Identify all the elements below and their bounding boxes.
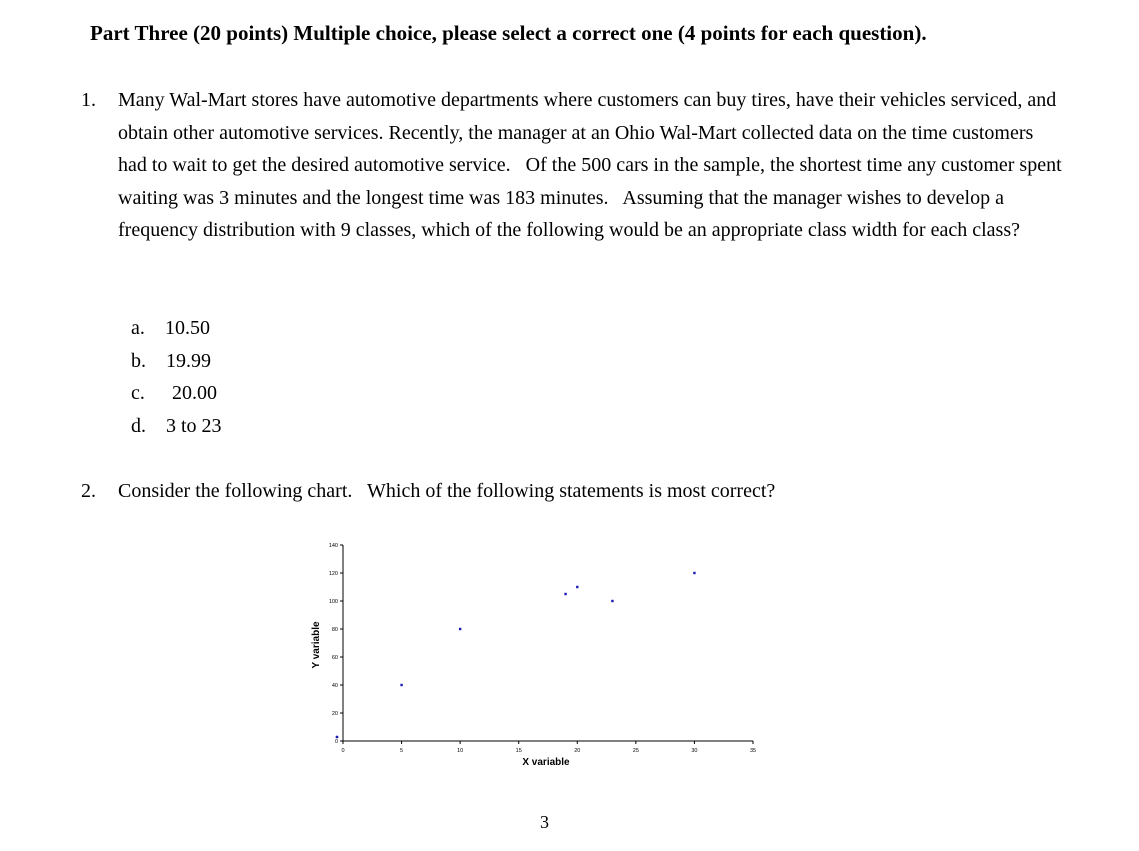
option-text: 10.50 (165, 317, 210, 339)
option-text: 20.00 (172, 382, 217, 404)
plot-area (343, 545, 753, 741)
axis-ticks (329, 543, 756, 754)
data-point (611, 600, 613, 602)
data-point (400, 684, 402, 686)
data-point (693, 572, 695, 574)
x-axis-label: X variable (522, 757, 570, 768)
x-tick-label: 30 (691, 748, 698, 754)
y-tick-label: 100 (328, 599, 338, 605)
option-text: 19.99 (166, 350, 211, 372)
data-point (576, 586, 578, 588)
data-point (336, 736, 339, 739)
x-tick-label: 15 (515, 748, 522, 754)
scatter-chart (300, 535, 770, 775)
y-tick-label: 0 (334, 739, 338, 745)
y-tick-label: 20 (331, 711, 338, 717)
option-label: c. (131, 382, 145, 404)
option-d (131, 414, 222, 438)
option-c (131, 381, 217, 405)
question-text: Consider the following chart. Which of the following statements is most correct? (118, 480, 776, 502)
option-b (131, 349, 211, 373)
y-tick-label: 120 (328, 571, 338, 577)
x-tick-label: 0 (341, 748, 345, 754)
y-tick-label: 140 (328, 543, 338, 549)
option-a (131, 316, 210, 340)
section-heading: Part Three (20 points) Multiple choice, please select a correct one (4 points for each question). (90, 21, 927, 45)
page-number: 3 (540, 812, 549, 832)
question-number: 2. (81, 480, 96, 502)
option-label: b. (131, 350, 146, 372)
y-tick-label: 80 (331, 627, 338, 633)
data-points (336, 572, 696, 739)
y-tick-label: 40 (331, 683, 338, 689)
data-point (564, 593, 566, 595)
option-label: a. (131, 317, 145, 339)
question-number: 1. (81, 89, 96, 111)
x-tick-label: 20 (574, 748, 581, 754)
x-tick-label: 25 (632, 748, 639, 754)
question-text: Many Wal-Mart stores have automotive departments where customers can buy tires, have their vehicles serviced, and obtain other automotive services. Recently, the manager at an Ohio Wal-Mart collected data on the time customers had to wait to get the desired automotive service. Of the 500 cars in the sample, the shortest time any customer spent waiting was 3 minutes and the longest time was 183 minutes. Assuming that the manager wishes to develop a frequency distribution with 9 classes, which of the following would be an appropriate class width for each class? (118, 89, 1062, 242)
option-label: d. (131, 415, 146, 437)
y-tick-label: 60 (331, 655, 338, 661)
data-point (459, 628, 461, 630)
x-tick-label: 10 (457, 748, 464, 754)
option-text: 3 to 23 (166, 415, 222, 437)
x-tick-label: 5 (400, 748, 404, 754)
y-axis-label: Y variable (311, 621, 322, 669)
x-tick-label: 35 (749, 748, 757, 754)
